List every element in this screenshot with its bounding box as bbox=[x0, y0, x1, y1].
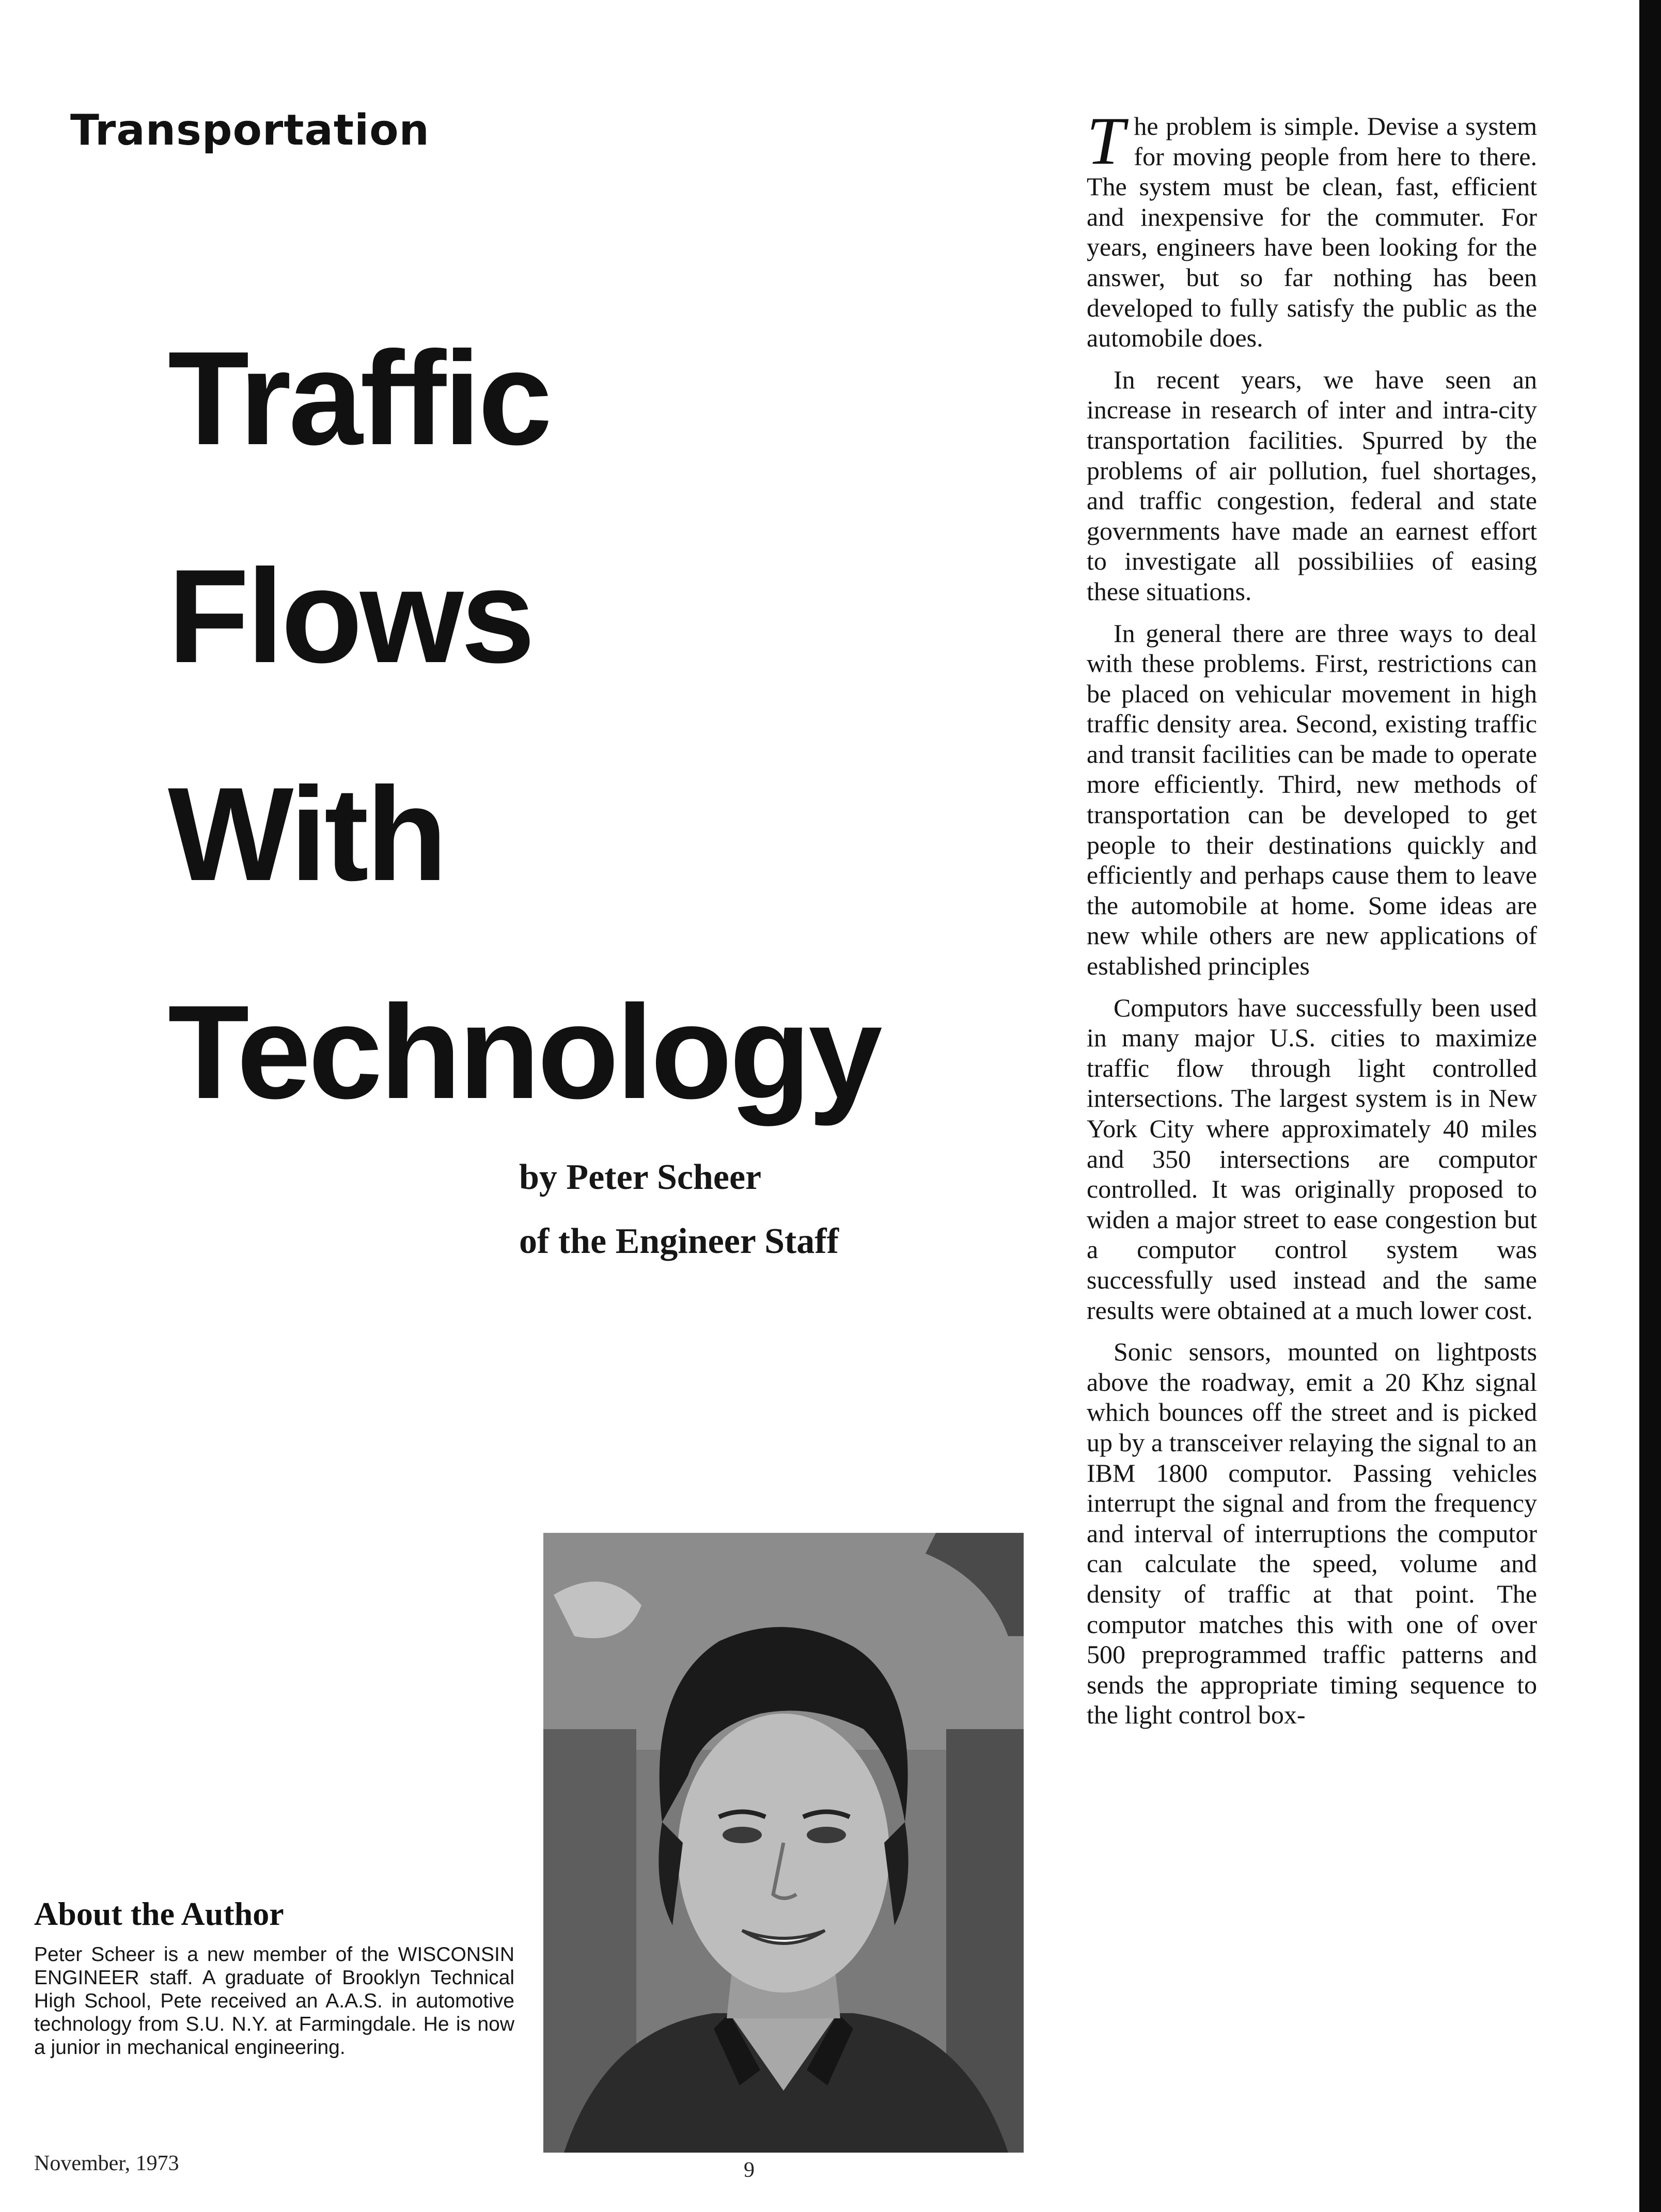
section-label: Transportation bbox=[70, 106, 430, 155]
author-photo bbox=[543, 1533, 1024, 2153]
title-line-4: Technology bbox=[168, 977, 880, 1126]
issue-date: November, 1973 bbox=[34, 2152, 179, 2175]
about-text: Peter Scheer is a new member of the WISCONSIN ENGINEER staff. A graduate of Brooklyn Technical High School, Pete received an A.A.S. in automotive technology from S.U. N.Y. at Farmingdale. He is now a junior in mechanical engineering. bbox=[34, 1943, 514, 2059]
page-edge-border bbox=[1639, 0, 1661, 2212]
about-the-author bbox=[34, 1894, 514, 2059]
byline-staff: of the Engineer Staff bbox=[519, 1221, 839, 1261]
paragraph-5: Sonic sensors, mounted on lightposts above the roadway, emit a 20 Khz signal which bounces off the street and is picked up by a transceiver relaying the signal to an IBM 1800 computor. Passing vehicles interrupt the signal and from the frequency and interval of interruptions the computor can calculate the speed, volume and density of traffic at that point. The computor matches this with one of over 500 preprogrammed traffic patterns and sends the appropriate timing sequence to the light control box- bbox=[1087, 1337, 1537, 1730]
drop-cap: T bbox=[1087, 103, 1125, 179]
title-line-3: With bbox=[168, 759, 445, 908]
paragraph-4: Computors have successfully been used in many major U.S. cities to maximize traffic flow through light controlled intersections. The largest system is in New York City where approximately 40 miles and 350 intersections are computor controlled. It was originally proposed to widen a major street to ease congestion but a computor control system was successfully used instead and the same results were obtained at a much lower cost. bbox=[1087, 993, 1537, 1325]
title-line-2: Flows bbox=[168, 541, 533, 691]
paragraph-3: In general there are three ways to deal with these problems. First, restrictions can be placed on vehicular movement in high traffic density area. Second, existing traffic and transit facilities can be made to operate more efficiently. Third, new methods of transportation can be developed to get people to their destinations quickly and efficiently and perhaps cause them to leave the automobile at home. Some ideas are new while others are new applications of established principles bbox=[1087, 618, 1537, 981]
byline-author: by Peter Scheer bbox=[519, 1157, 762, 1197]
byline bbox=[519, 1146, 839, 1274]
paragraph-1-text: he problem is simple. Devise a system for moving people from here to there. The system must be clean, fast, efficient and inexpensive for the commuter. For years, engineers have been looking for the answer, but so far nothing has been developed to fully satisfy the public as the automobile does. bbox=[1087, 112, 1537, 353]
article-body bbox=[1087, 103, 1537, 1742]
article-title bbox=[168, 289, 880, 1161]
paragraph-1 bbox=[1087, 103, 1537, 353]
paragraph-2: In recent years, we have seen an increase in research of inter and intra-city transportation facilities. Spurred by the problems of air pollution, fuel shortages, and traffic congestion, federal and state governments have made an earnest effort to investigate all possibiliies of easing these situations. bbox=[1087, 365, 1537, 606]
about-heading: About the Author bbox=[34, 1895, 284, 1932]
title-line-1: Traffic bbox=[168, 323, 550, 473]
page-number: 9 bbox=[744, 2158, 755, 2182]
